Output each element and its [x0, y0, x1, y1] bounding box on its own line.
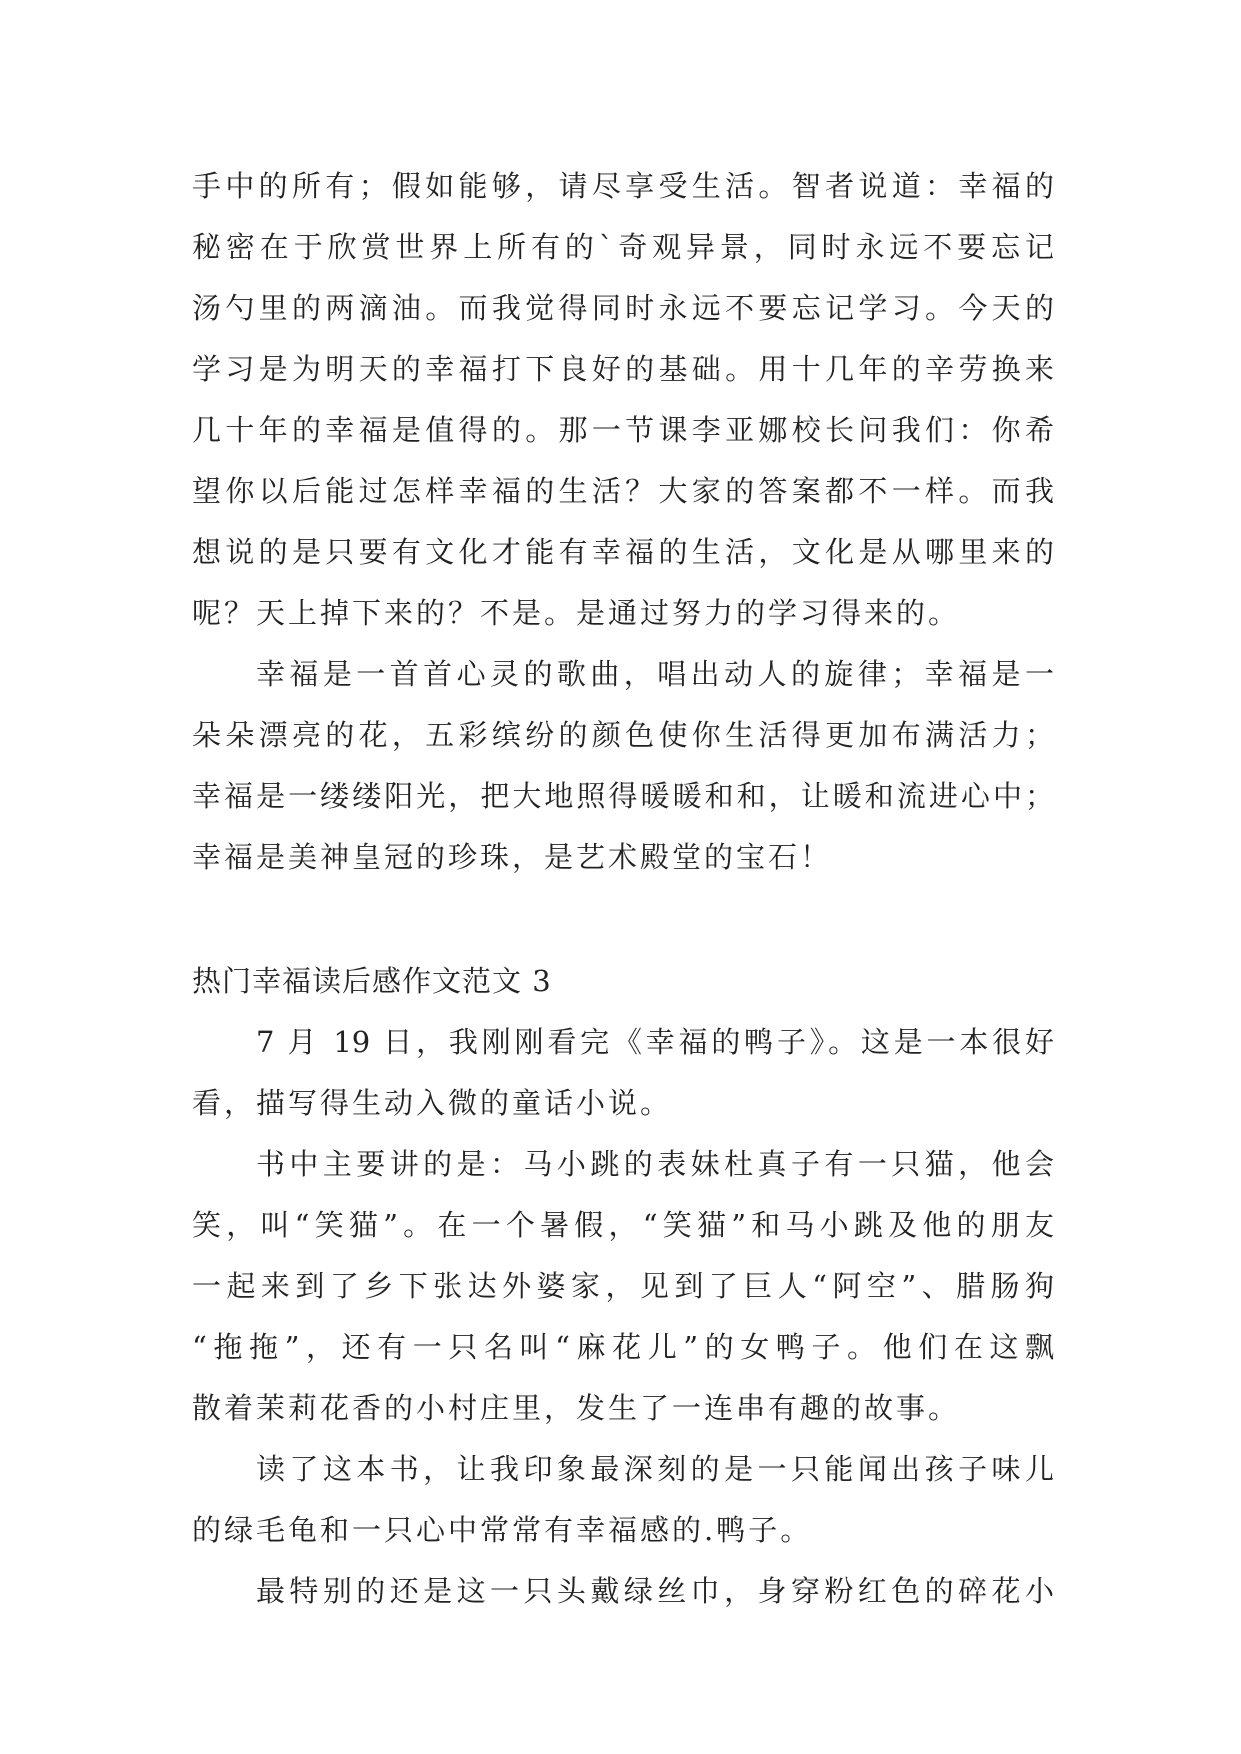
- text-line: 书中主要讲的是：马小跳的表妹杜真子有一只猫，他会: [256, 1147, 1054, 1181]
- text-line: 7 月 19 日，我刚刚看完《幸福的鸭子》。这是一本很好: [256, 1025, 1054, 1059]
- text-line: 秘密在于欣赏世界上所有的`奇观异景，同时永远不要忘记: [192, 230, 1054, 264]
- text-line: 散着茉莉花香的小村庄里，发生了一连串有趣的故事。: [192, 1391, 961, 1425]
- paragraph-special: [192, 1561, 1054, 1622]
- text-line: 望你以后能过怎样幸福的生活？大家的答案都不一样。而我: [192, 474, 1054, 508]
- text-line: 手中的所有；假如能够，请尽享受生活。智者说道：幸福的: [192, 169, 1054, 203]
- text-line: 汤勺里的两滴油。而我觉得同时永远不要忘记学习。今天的: [192, 291, 1054, 325]
- text-line: 幸福是一缕缕阳光，把大地照得暖暖和和，让暖和流进心中；: [192, 779, 1054, 813]
- paragraph-impression: [192, 1439, 1054, 1561]
- paragraph-summary: [192, 1134, 1054, 1439]
- document-body: [192, 156, 1054, 1622]
- text-line: 的绿毛龟和一只心中常常有幸福感的.鸭子。: [192, 1513, 813, 1547]
- paragraph-continuation: [192, 156, 1054, 644]
- section-gap: [192, 888, 1054, 951]
- text-line: “拖拖”，还有一只名叫“麻花儿”的女鸭子。他们在这飘: [192, 1330, 1054, 1364]
- paragraph-happiness: [192, 644, 1054, 888]
- text-line: 呢？天上掉下来的？不是。是通过努力的学习得来的。: [192, 596, 961, 630]
- text-line: 想说的是只要有文化才能有幸福的生活，文化是从哪里来的: [192, 535, 1054, 569]
- text-line: 几十年的幸福是值得的。那一节课李亚娜校长问我们：你希: [192, 413, 1054, 447]
- text-line: 读了这本书，让我印象最深刻的是一只能闻出孩子味儿: [256, 1452, 1054, 1486]
- text-line: 幸福是一首首心灵的歌曲，唱出动人的旋律；幸福是一: [256, 657, 1054, 691]
- text-line: 学习是为明天的幸福打下良好的基础。用十几年的辛劳换来: [192, 352, 1054, 386]
- text-line: 幸福是美神皇冠的珍珠，是艺术殿堂的宝石！: [192, 840, 833, 874]
- section-heading: 热门幸福读后感作文范文 3: [192, 964, 552, 998]
- text-line: 朵朵漂亮的花，五彩缤纷的颜色使你生活得更加布满活力；: [192, 718, 1054, 752]
- text-line: 最特别的还是这一只头戴绿丝巾，身穿粉红色的碎花小: [256, 1574, 1054, 1608]
- paragraph-intro: [192, 1012, 1054, 1134]
- text-line: 笑，叫“笑猫”。在一个暑假，“笑猫”和马小跳及他的朋友: [192, 1208, 1054, 1242]
- text-line: 一起来到了乡下张达外婆家，见到了巨人“阿空”、腊肠狗: [192, 1269, 1054, 1303]
- text-line: 看，描写得生动入微的童话小说。: [192, 1086, 673, 1120]
